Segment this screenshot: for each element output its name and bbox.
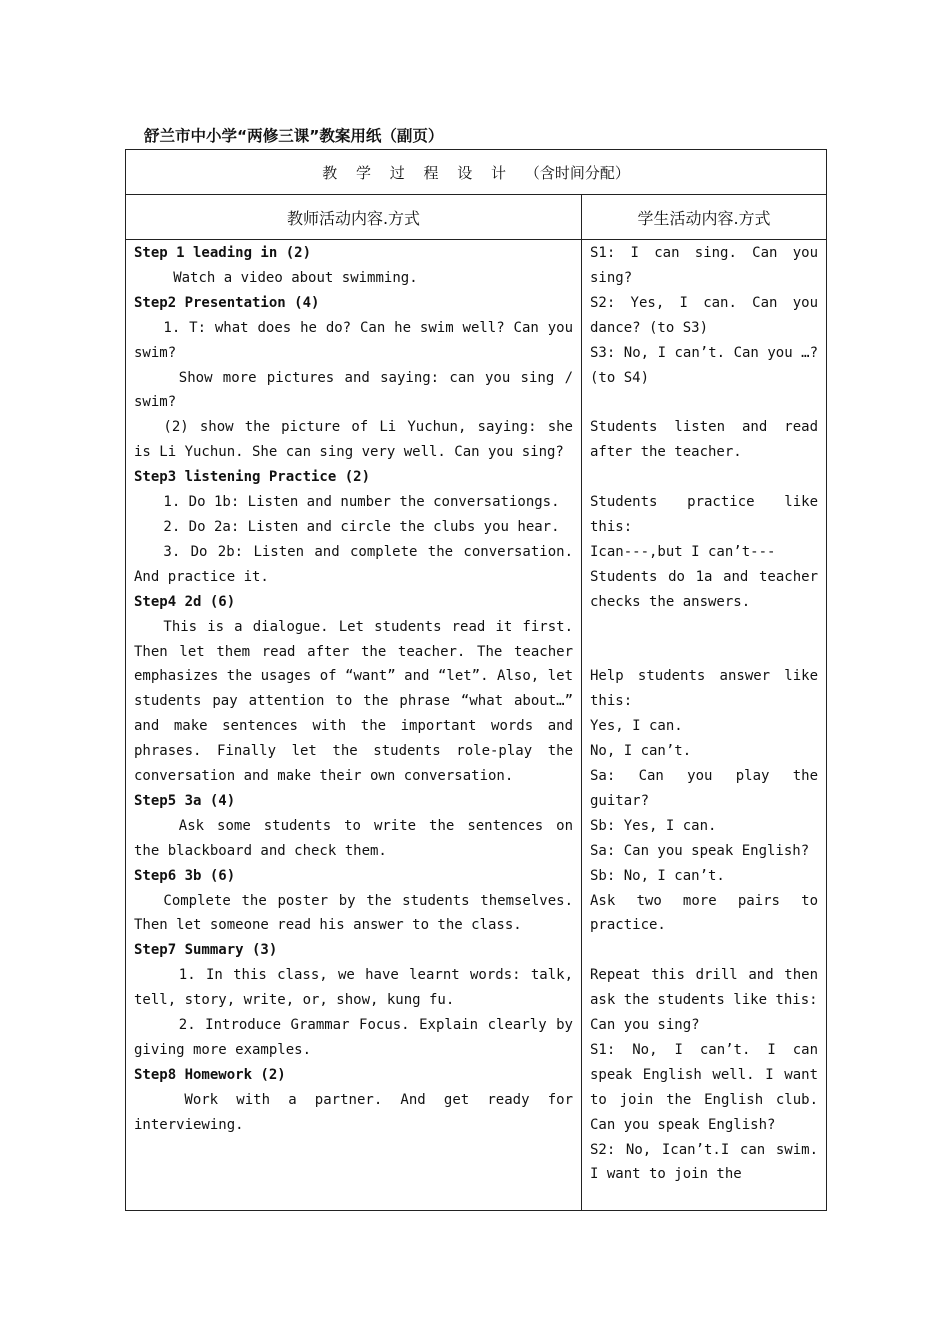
student-text: S2: Yes, I can. Can you dance? (to S3) xyxy=(590,294,819,336)
student-text: Yes, I can. xyxy=(590,718,683,735)
step-text: (2) show the picture of Li Yuchun, saying: she is Li Yuchun. She can sing very well. Can you sing? xyxy=(134,419,573,461)
section-title-cell xyxy=(126,150,827,195)
student-text: No, I can’t. xyxy=(590,743,692,760)
student-text: Sa: Can you play the guitar? xyxy=(590,767,819,809)
step-text: Complete the poster by the students themselves. Then let someone read his answer to the class. xyxy=(134,892,573,934)
student-text: Students listen and read after the teacher. xyxy=(590,419,819,461)
step-heading: Step2 Presentation (4) xyxy=(134,294,320,311)
student-text: Help students answer like this: xyxy=(590,668,819,710)
student-text: Sa: Can you speak English? xyxy=(590,842,810,859)
step-text: 1. Do 1b: Listen and number the conversationgs. xyxy=(163,494,560,511)
student-text: S1: No, I can’t. I can speak English well. I want to join the English club. Can you speak English? xyxy=(590,1041,819,1133)
section-title: 教 学 过 程 设 计 xyxy=(322,163,514,182)
student-text: Ask two more pairs to practice. xyxy=(590,892,819,934)
student-text: Ican---,but I can’t--- xyxy=(590,543,776,560)
step-text: Work with a partner. And get ready for interviewing. xyxy=(134,1091,573,1133)
step-heading: Step3 listening Practice (2) xyxy=(134,469,371,486)
step-text: 1. T: what does he do? Can he swim well? Can you swim? xyxy=(134,319,573,361)
student-activities-cell xyxy=(582,240,827,1211)
section-title-note: （含时间分配） xyxy=(524,163,630,182)
step-heading: Step4 2d (6) xyxy=(134,593,236,610)
step-text: 2. Do 2a: Listen and circle the clubs you hear. xyxy=(163,518,560,535)
student-text: S1: I can sing. Can you sing? xyxy=(590,245,819,286)
student-text: Students do 1a and teacher checks the answers. xyxy=(590,568,819,610)
step-text: 3. Do 2b: Listen and complete the conversation. And practice it. xyxy=(134,543,573,585)
student-text: S3: No, I can’t. Can you …? (to S4) xyxy=(590,344,819,386)
step-text: This is a dialogue. Let students read it first. Then let them read after the teacher. The teacher emphasizes the usages of “want” and “let”. Also, let students pay attention to the phrase “what about…” and make sentences with the important words and phrases. Finally let the students role-play the conversation and make their own conversation. xyxy=(134,618,573,785)
step-heading: Step8 Homework (2) xyxy=(134,1066,286,1083)
teacher-column-header: 教师活动内容.方式 xyxy=(126,195,582,240)
teacher-activities-cell xyxy=(126,240,582,1211)
step-text: 1. In this class, we have learnt words: talk, tell, story, write, or, show, kung fu. xyxy=(134,967,573,1009)
step-heading: Step7 Summary (3) xyxy=(134,942,278,959)
step-text: Ask some students to write the sentences on the blackboard and check them. xyxy=(134,817,573,859)
step-heading: Step5 3a (4) xyxy=(134,792,236,809)
student-text: Repeat this drill and then ask the students like this: xyxy=(590,967,819,1009)
student-text: Students practice like this: xyxy=(590,494,819,535)
student-text: Can you sing? xyxy=(590,1017,700,1034)
step-text: 2. Introduce Grammar Focus. Explain clearly by giving more examples. xyxy=(134,1017,573,1058)
student-column-header: 学生活动内容.方式 xyxy=(582,195,827,240)
step-text: Show more pictures and saying: can you sing / swim? xyxy=(134,369,573,411)
step-text: Watch a video about swimming. xyxy=(173,269,418,286)
student-text: S2: No, Ican’t.I can swim. I want to join the xyxy=(590,1141,819,1183)
student-text: Sb: No, I can’t. xyxy=(590,867,725,884)
lesson-plan-table xyxy=(125,149,827,1211)
step-heading: Step 1 leading in (2) xyxy=(134,245,312,261)
step-heading: Step6 3b (6) xyxy=(134,867,236,884)
student-text: Sb: Yes, I can. xyxy=(590,817,717,834)
page-title: 舒兰市中小学“两修三课”教案用纸（副页） xyxy=(144,127,444,145)
